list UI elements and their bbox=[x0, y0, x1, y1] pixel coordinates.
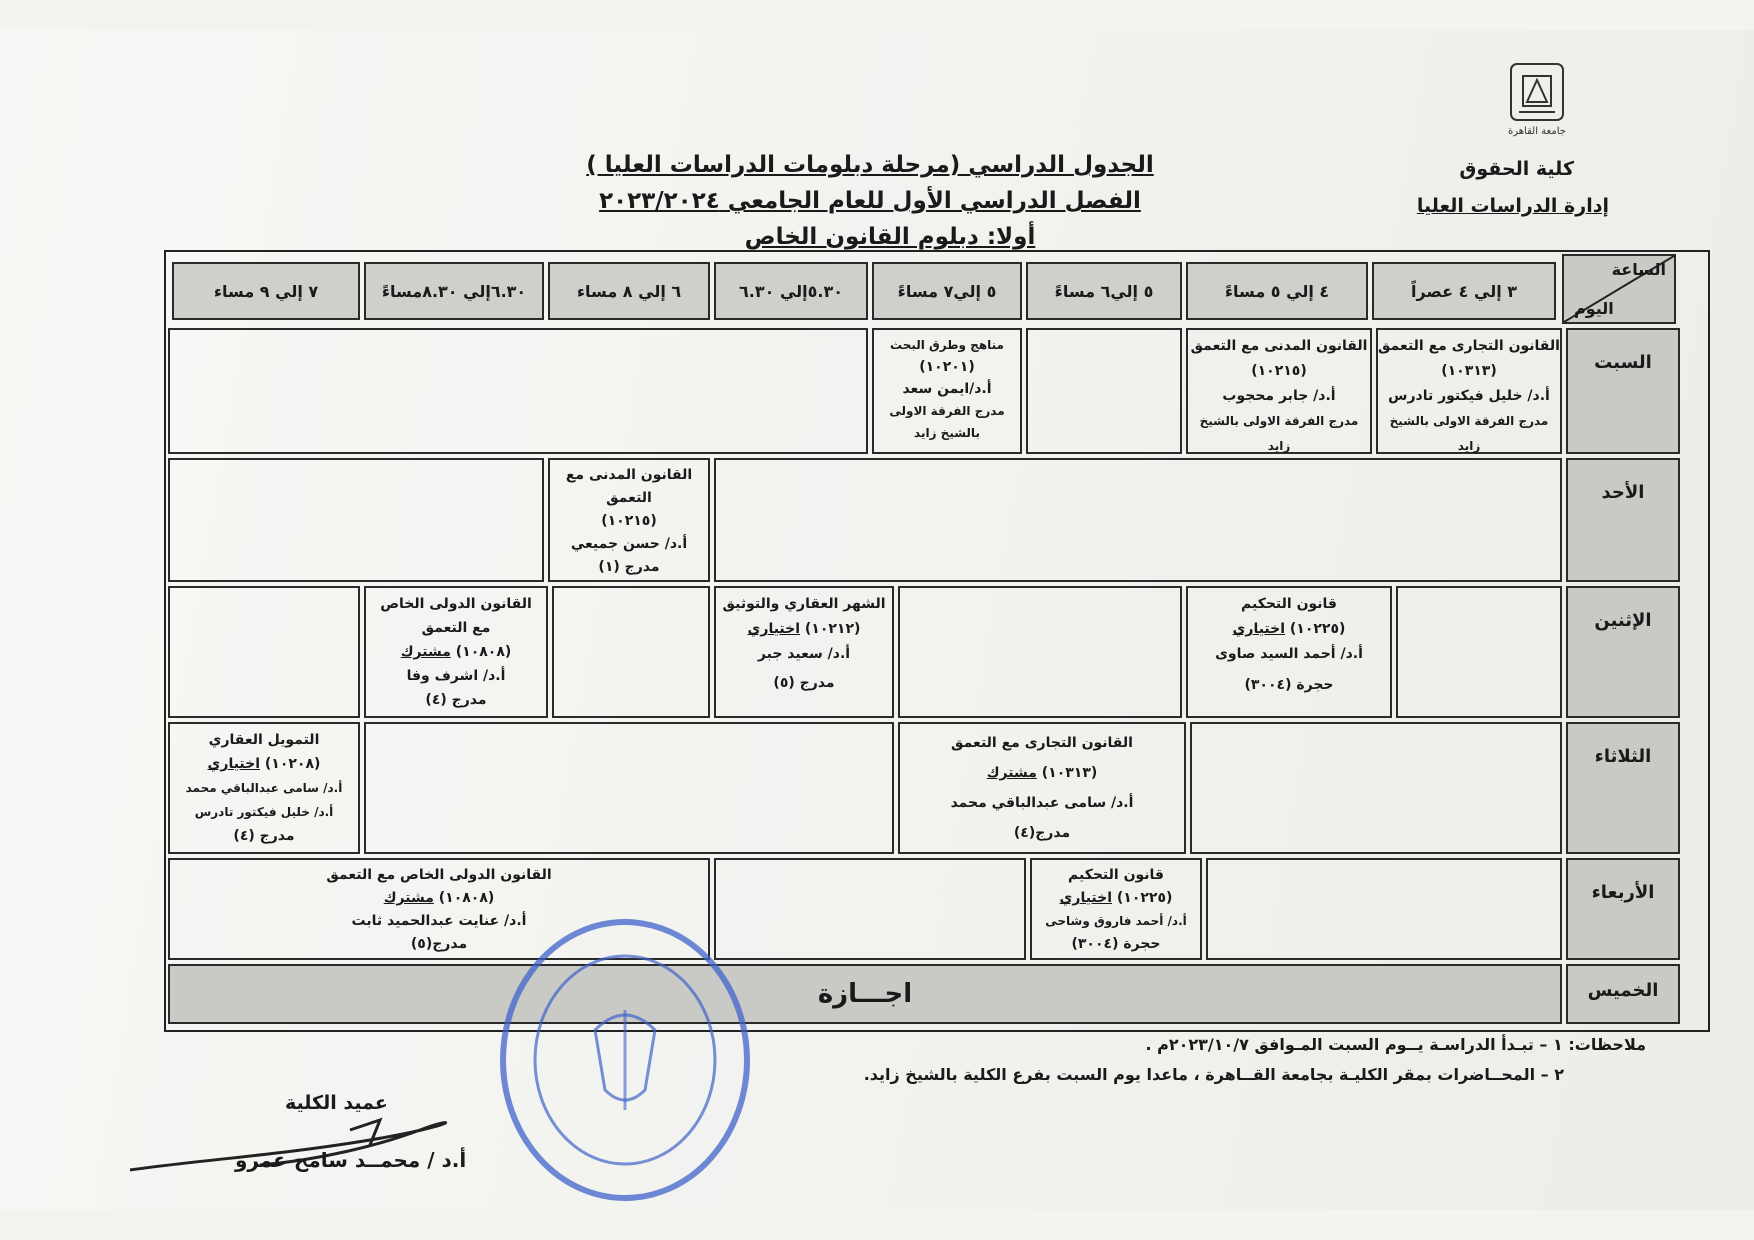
course-cell-mon-arbitration bbox=[1186, 586, 1392, 718]
course-cell-sun-civil bbox=[548, 458, 710, 582]
course-room: حجرة (٣٠٠٤) bbox=[1071, 936, 1161, 952]
course-cell-sat-civil bbox=[1186, 328, 1372, 454]
day-cell: الثلاثاء bbox=[1566, 722, 1680, 854]
course-code: (١٠٣١٣) bbox=[1441, 363, 1497, 379]
day-cell: الخميس bbox=[1566, 964, 1680, 1024]
course-room-location: بالشيخ زايد bbox=[914, 426, 980, 440]
notes bbox=[864, 1030, 1646, 1090]
course-code: (١٠٢١٥) bbox=[1251, 363, 1307, 379]
day-cell: السبت bbox=[1566, 328, 1680, 454]
day-cell: الأربعاء bbox=[1566, 858, 1680, 960]
university-logo bbox=[1505, 62, 1569, 140]
course-professor: أ.د/ سامى عبدالباقي محمد bbox=[950, 795, 1134, 811]
semester-title: الفصل الدراسي الأول للعام الجامعي ٢٠٢٣/٢٠٢٤ bbox=[599, 188, 1141, 214]
course-professor: أ.د/ سامى عبدالباقي محمد bbox=[185, 781, 343, 795]
course-code: (١٠٢٢٥) bbox=[1112, 890, 1173, 906]
course-professor: أ.د/ خليل فيكتور تادرس bbox=[1388, 388, 1550, 404]
svg-text:جامعة القاهرة: جامعة القاهرة bbox=[1508, 126, 1566, 137]
course-room: مدرج (١) bbox=[598, 559, 660, 575]
empty-cell bbox=[364, 722, 894, 854]
time-header: ٦.٣٠إلي ٨.٣٠مساءً bbox=[364, 262, 544, 320]
day-cell: الإثنين bbox=[1566, 586, 1680, 718]
course-professor: أ.د/ عنايت عبدالحميد ثابت bbox=[351, 913, 527, 929]
faculty-name: كلية الحقوق bbox=[1459, 158, 1574, 180]
course-code-line bbox=[170, 752, 358, 776]
signature-scribble bbox=[120, 1100, 480, 1190]
course-code-line bbox=[1032, 887, 1200, 910]
course-cell-sat-commercial bbox=[1376, 328, 1562, 454]
time-header: ٦ إلي ٨ مساء bbox=[548, 262, 710, 320]
course-professor: أ.د/ أحمد فاروق وشاحى bbox=[1045, 914, 1187, 928]
course-name: قانون التحكيم bbox=[1241, 596, 1337, 612]
course-code-line bbox=[1188, 617, 1390, 642]
empty-cell bbox=[714, 458, 1562, 582]
course-professor: أ.د/ حسن جميعي bbox=[570, 536, 688, 552]
dean-title: عميد الكلية bbox=[285, 1092, 388, 1114]
course-type: مشترك bbox=[986, 765, 1037, 781]
corner-cell bbox=[1562, 254, 1676, 324]
day-label: اليوم bbox=[1574, 299, 1614, 318]
course-name: القانون المدنى مع bbox=[565, 467, 693, 483]
note-line: ملاحظات: ١ – تبـدأ الدراسـة يــوم السبت المـوافق ٢٠٢٣/١٠/٧م . bbox=[1145, 1035, 1646, 1054]
department-name: إدارة الدراسات العليا bbox=[1416, 195, 1609, 217]
empty-cell bbox=[168, 586, 360, 718]
course-room: مدرج (٥) bbox=[773, 675, 835, 691]
schedule-title: الجدول الدراسي (مرحلة دبلومات الدراسات العليا ) bbox=[586, 152, 1154, 178]
course-name: الشهر العقاري والتوثيق bbox=[722, 596, 886, 612]
course-code-line bbox=[900, 758, 1184, 788]
course-room: مدرج(٤) bbox=[1013, 825, 1071, 841]
empty-cell bbox=[1190, 722, 1562, 854]
empty-cell bbox=[1026, 328, 1182, 454]
course-code: (١٠٨٠٨) bbox=[433, 890, 495, 906]
course-cell-tue-realestate bbox=[168, 722, 360, 854]
course-type: مشترك bbox=[383, 890, 434, 906]
empty-cell bbox=[552, 586, 710, 718]
course-code-line bbox=[716, 617, 892, 642]
course-type: اختياري bbox=[207, 756, 261, 772]
empty-cell bbox=[1396, 586, 1562, 718]
time-header: ٤ إلي ٥ مساءً bbox=[1186, 262, 1368, 320]
course-name: التمويل العقاري bbox=[208, 732, 320, 748]
course-professor: أ.د/ خليل فيكتور تادرس bbox=[194, 805, 334, 819]
course-cell-sat-research bbox=[872, 328, 1022, 454]
hour-label: الساعة bbox=[1611, 260, 1666, 279]
course-code: (١٠٣١٣) bbox=[1036, 765, 1098, 781]
course-name-cont: مع التعمق bbox=[421, 620, 491, 636]
time-header: ٧ إلي ٩ مساء bbox=[172, 262, 360, 320]
empty-cell bbox=[168, 328, 868, 454]
course-room: حجرة (٣٠٠٤) bbox=[1244, 677, 1334, 693]
course-name: القانون التجارى مع التعمق bbox=[951, 735, 1133, 751]
course-type: اختياري bbox=[1059, 890, 1113, 906]
course-cell-tue-commercial bbox=[898, 722, 1186, 854]
course-professor: أ.د/ أحمد السيد صاوى bbox=[1215, 646, 1363, 662]
time-header: ٥ إلي٧ مساءً bbox=[872, 262, 1022, 320]
empty-cell bbox=[1206, 858, 1562, 960]
course-name: قانون التحكيم bbox=[1068, 867, 1164, 883]
official-stamp bbox=[495, 910, 755, 1210]
course-code: (١٠٢١٢) bbox=[800, 621, 861, 637]
course-professor: أ.د/ جابر محجوب bbox=[1222, 388, 1336, 404]
diploma-title: أولا: دبلوم القانون الخاص bbox=[744, 224, 1036, 250]
course-room: مدرج (٤) bbox=[233, 828, 295, 844]
course-name: القانون المدنى مع التعمق bbox=[1190, 338, 1368, 354]
course-name-cont: التعمق bbox=[606, 490, 652, 506]
empty-cell bbox=[168, 458, 544, 582]
course-name: القانون التجارى مع التعمق bbox=[1378, 338, 1560, 354]
course-type: اختياري bbox=[747, 621, 801, 637]
course-room: مدرج(٥) bbox=[410, 936, 468, 952]
course-cell-wed-arbitration bbox=[1030, 858, 1202, 960]
dean-name: أ.د / محمــد سامح عمرو bbox=[235, 1148, 467, 1172]
empty-cell bbox=[714, 858, 1026, 960]
note-line: ٢ – المحــاضرات بمقر الكليـة بجامعة القــاهرة ، ماعدا يوم السبت بفرع الكلية بالشيخ زايد. bbox=[863, 1065, 1564, 1084]
course-name: القانون الدولى الخاص bbox=[380, 596, 532, 612]
course-room: مدرج الفرقة الاولى bbox=[889, 404, 1005, 418]
course-name: مناهج وطرق البحث bbox=[890, 338, 1004, 352]
course-cell-mon-registry bbox=[714, 586, 894, 718]
course-code: (١٠٢٠١) bbox=[919, 359, 975, 375]
course-room: مدرج الفرقة الاولى بالشيخ زايد bbox=[1199, 414, 1359, 453]
course-code-line bbox=[366, 640, 546, 664]
course-professor: أ.د/ايمن سعد bbox=[902, 381, 992, 397]
empty-cell bbox=[898, 586, 1182, 718]
course-code: (١٠٢٠٨) bbox=[260, 756, 321, 772]
course-code: (١٠٢١٥) bbox=[601, 513, 657, 529]
course-professor: أ.د/ اشرف وفا bbox=[406, 668, 506, 684]
time-header: ٥ إلي٦ مساءً bbox=[1026, 262, 1182, 320]
course-name: القانون الدولى الخاص مع التعمق bbox=[326, 867, 552, 883]
course-professor: أ.د/ سعيد جبر bbox=[757, 646, 851, 662]
course-type: مشترك bbox=[400, 644, 451, 660]
course-code: (١٠٨٠٨) bbox=[450, 644, 512, 660]
holiday-cell: اجـــازة bbox=[168, 964, 1562, 1024]
course-code-line bbox=[170, 887, 708, 910]
course-code: (١٠٢٢٥) bbox=[1285, 621, 1346, 637]
time-header: ٥.٣٠إلي ٦.٣٠ bbox=[714, 262, 868, 320]
course-cell-mon-international bbox=[364, 586, 548, 718]
course-room: مدرج (٤) bbox=[425, 692, 487, 708]
day-cell: الأحد bbox=[1566, 458, 1680, 582]
time-header: ٣ إلي ٤ عصراً bbox=[1372, 262, 1556, 320]
course-type: اختياري bbox=[1232, 621, 1286, 637]
course-room: مدرج الفرقة الاولى بالشيخ زايد bbox=[1389, 414, 1549, 453]
